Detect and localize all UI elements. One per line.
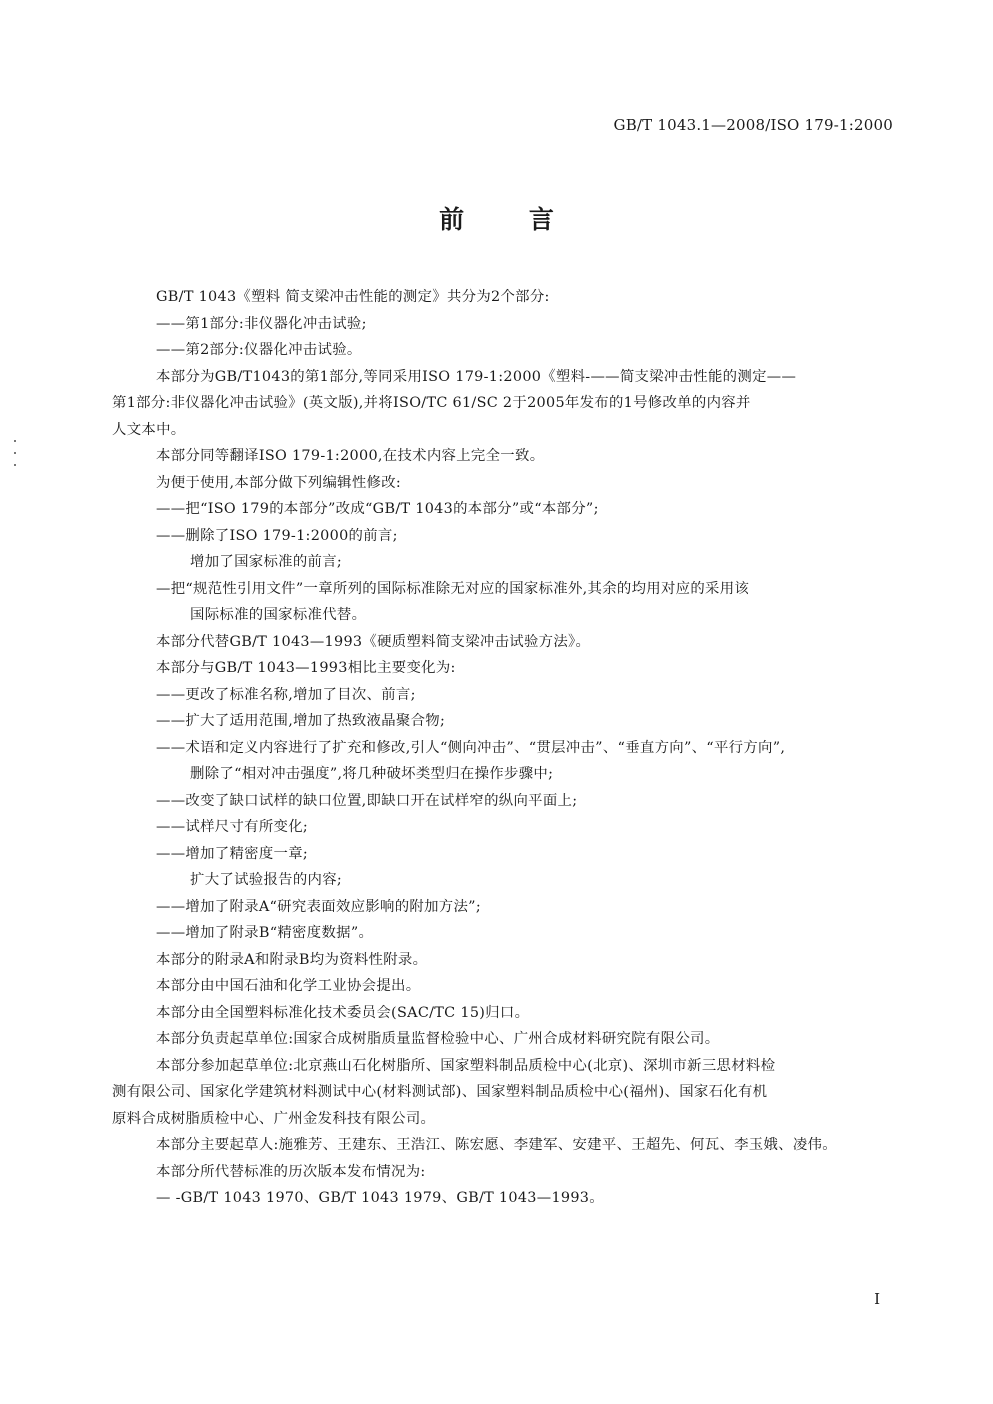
paragraph-line: 本部分与GB/T 1043—1993相比主要变化为: — [156, 660, 456, 676]
margin-mark — [14, 452, 16, 454]
paragraph-line: 本部分负责起草单位:国家合成树脂质量监督检验中心、广州合成材料研究院有限公司。 — [156, 1031, 720, 1047]
document-body — [112, 284, 892, 1212]
paragraph-line: 删除了“相对冲击强度”,将几种破坏类型归在操作步骤中; — [190, 766, 554, 782]
paragraph-line: 本部分同等翻译ISO 179-1:2000,在技术内容上完全一致。 — [156, 448, 545, 464]
paragraph-line: ——试样尺寸有所变化; — [156, 819, 309, 835]
paragraph-line: 本部分主要起草人:施雅芳、王建东、王浩江、陈宏愿、李建军、安建平、王超先、何瓦、李玉娥、凌伟。 — [156, 1137, 837, 1153]
margin-mark — [14, 440, 16, 442]
paragraph-line: ——扩大了适用范围,增加了热致液晶聚合物; — [156, 713, 446, 729]
paragraph-line: 本部分参加起草单位:北京燕山石化树脂所、国家塑料制品质检中心(北京)、深圳市新三思材料检 — [156, 1057, 776, 1074]
paragraph-line: ——增加了附录A“研究表面效应影响的附加方法”; — [156, 898, 481, 915]
paragraph-line: ——增加了精密度一章; — [156, 845, 309, 862]
page-number: I — [874, 1290, 880, 1308]
paragraph-line: 扩大了试验报告的内容; — [190, 872, 343, 888]
paragraph-line: ——增加了附录B“精密度数据”。 — [156, 925, 374, 941]
paragraph-line: ——删除了ISO 179-1:2000的前言; — [156, 527, 398, 544]
paragraph-line: ——术语和定义内容进行了扩充和修改,引人“侧向冲击”、“贯层冲击”、“垂直方向”、“平行方向”, — [156, 739, 786, 756]
paragraph-line: 本部分为GB/T1043的第1部分,等同采用ISO 179-1:2000《塑料-——简支梁冲击性能的测定—— — [156, 368, 797, 385]
paragraph-line: 本部分由全国塑料标准化技术委员会(SAC/TC 15)归口。 — [156, 1004, 530, 1021]
paragraph-line: 人文本中。 — [112, 421, 186, 438]
paragraph-line: ——第2部分:仪器化冲击试验。 — [156, 342, 362, 358]
page-title: 前 言 — [439, 205, 582, 234]
margin-mark — [14, 464, 16, 466]
paragraph-line: GB/T 1043《塑料 简支梁冲击性能的测定》共分为2个部分: — [156, 289, 550, 305]
paragraph-line: 测有限公司、国家化学建筑材料测试中心(材料测试部)、国家塑料制品质检中心(福州)、国家石化有机 — [112, 1084, 768, 1100]
paragraph-line: ——改变了缺口试样的缺口位置,即缺口开在试样窄的纵向平面上; — [156, 792, 578, 809]
paragraph-line: ——把“ISO 179的本部分”改成“GB/T 1043的本部分”或“本部分”; — [156, 501, 599, 517]
paragraph-line: —把“规范性引用文件”一章所列的国际标准除无对应的国家标准外,其余的均用对应的采用该 — [156, 580, 750, 597]
paragraph-line: 本部分由中国石油和化学工业协会提出。 — [156, 978, 421, 994]
paragraph-line: 本部分代替GB/T 1043—1993《硬质塑料简支梁冲击试验方法》。 — [156, 633, 591, 650]
paragraph-line: ——第1部分:非仪器化冲击试验; — [156, 315, 367, 332]
paragraph-line: 国际标准的国家标准代替。 — [190, 607, 367, 623]
paragraph-line: 原料合成树脂质检中心、广州金发科技有限公司。 — [112, 1110, 436, 1127]
paragraph-line: 增加了国家标准的前言; — [190, 554, 343, 570]
paragraph-line: ——更改了标准名称,增加了目次、前言; — [156, 686, 416, 703]
standard-code-header: GB/T 1043.1—2008/ISO 179-1:2000 — [613, 116, 893, 134]
paragraph-line: 第1部分:非仪器化冲击试验》(英文版),并将ISO/TC 61/SC 2于2005年发布的1号修改单的内容并 — [112, 395, 751, 411]
paragraph-line: 本部分的附录A和附录B均为资料性附录。 — [156, 951, 428, 968]
paragraph-line: 为便于使用,本部分做下列编辑性修改: — [156, 474, 402, 491]
paragraph-line: 本部分所代替标准的历次版本发布情况为: — [156, 1163, 426, 1180]
paragraph-line: — -GB/T 1043 1970、GB/T 1043 1979、GB/T 1043—1993。 — [156, 1190, 604, 1206]
